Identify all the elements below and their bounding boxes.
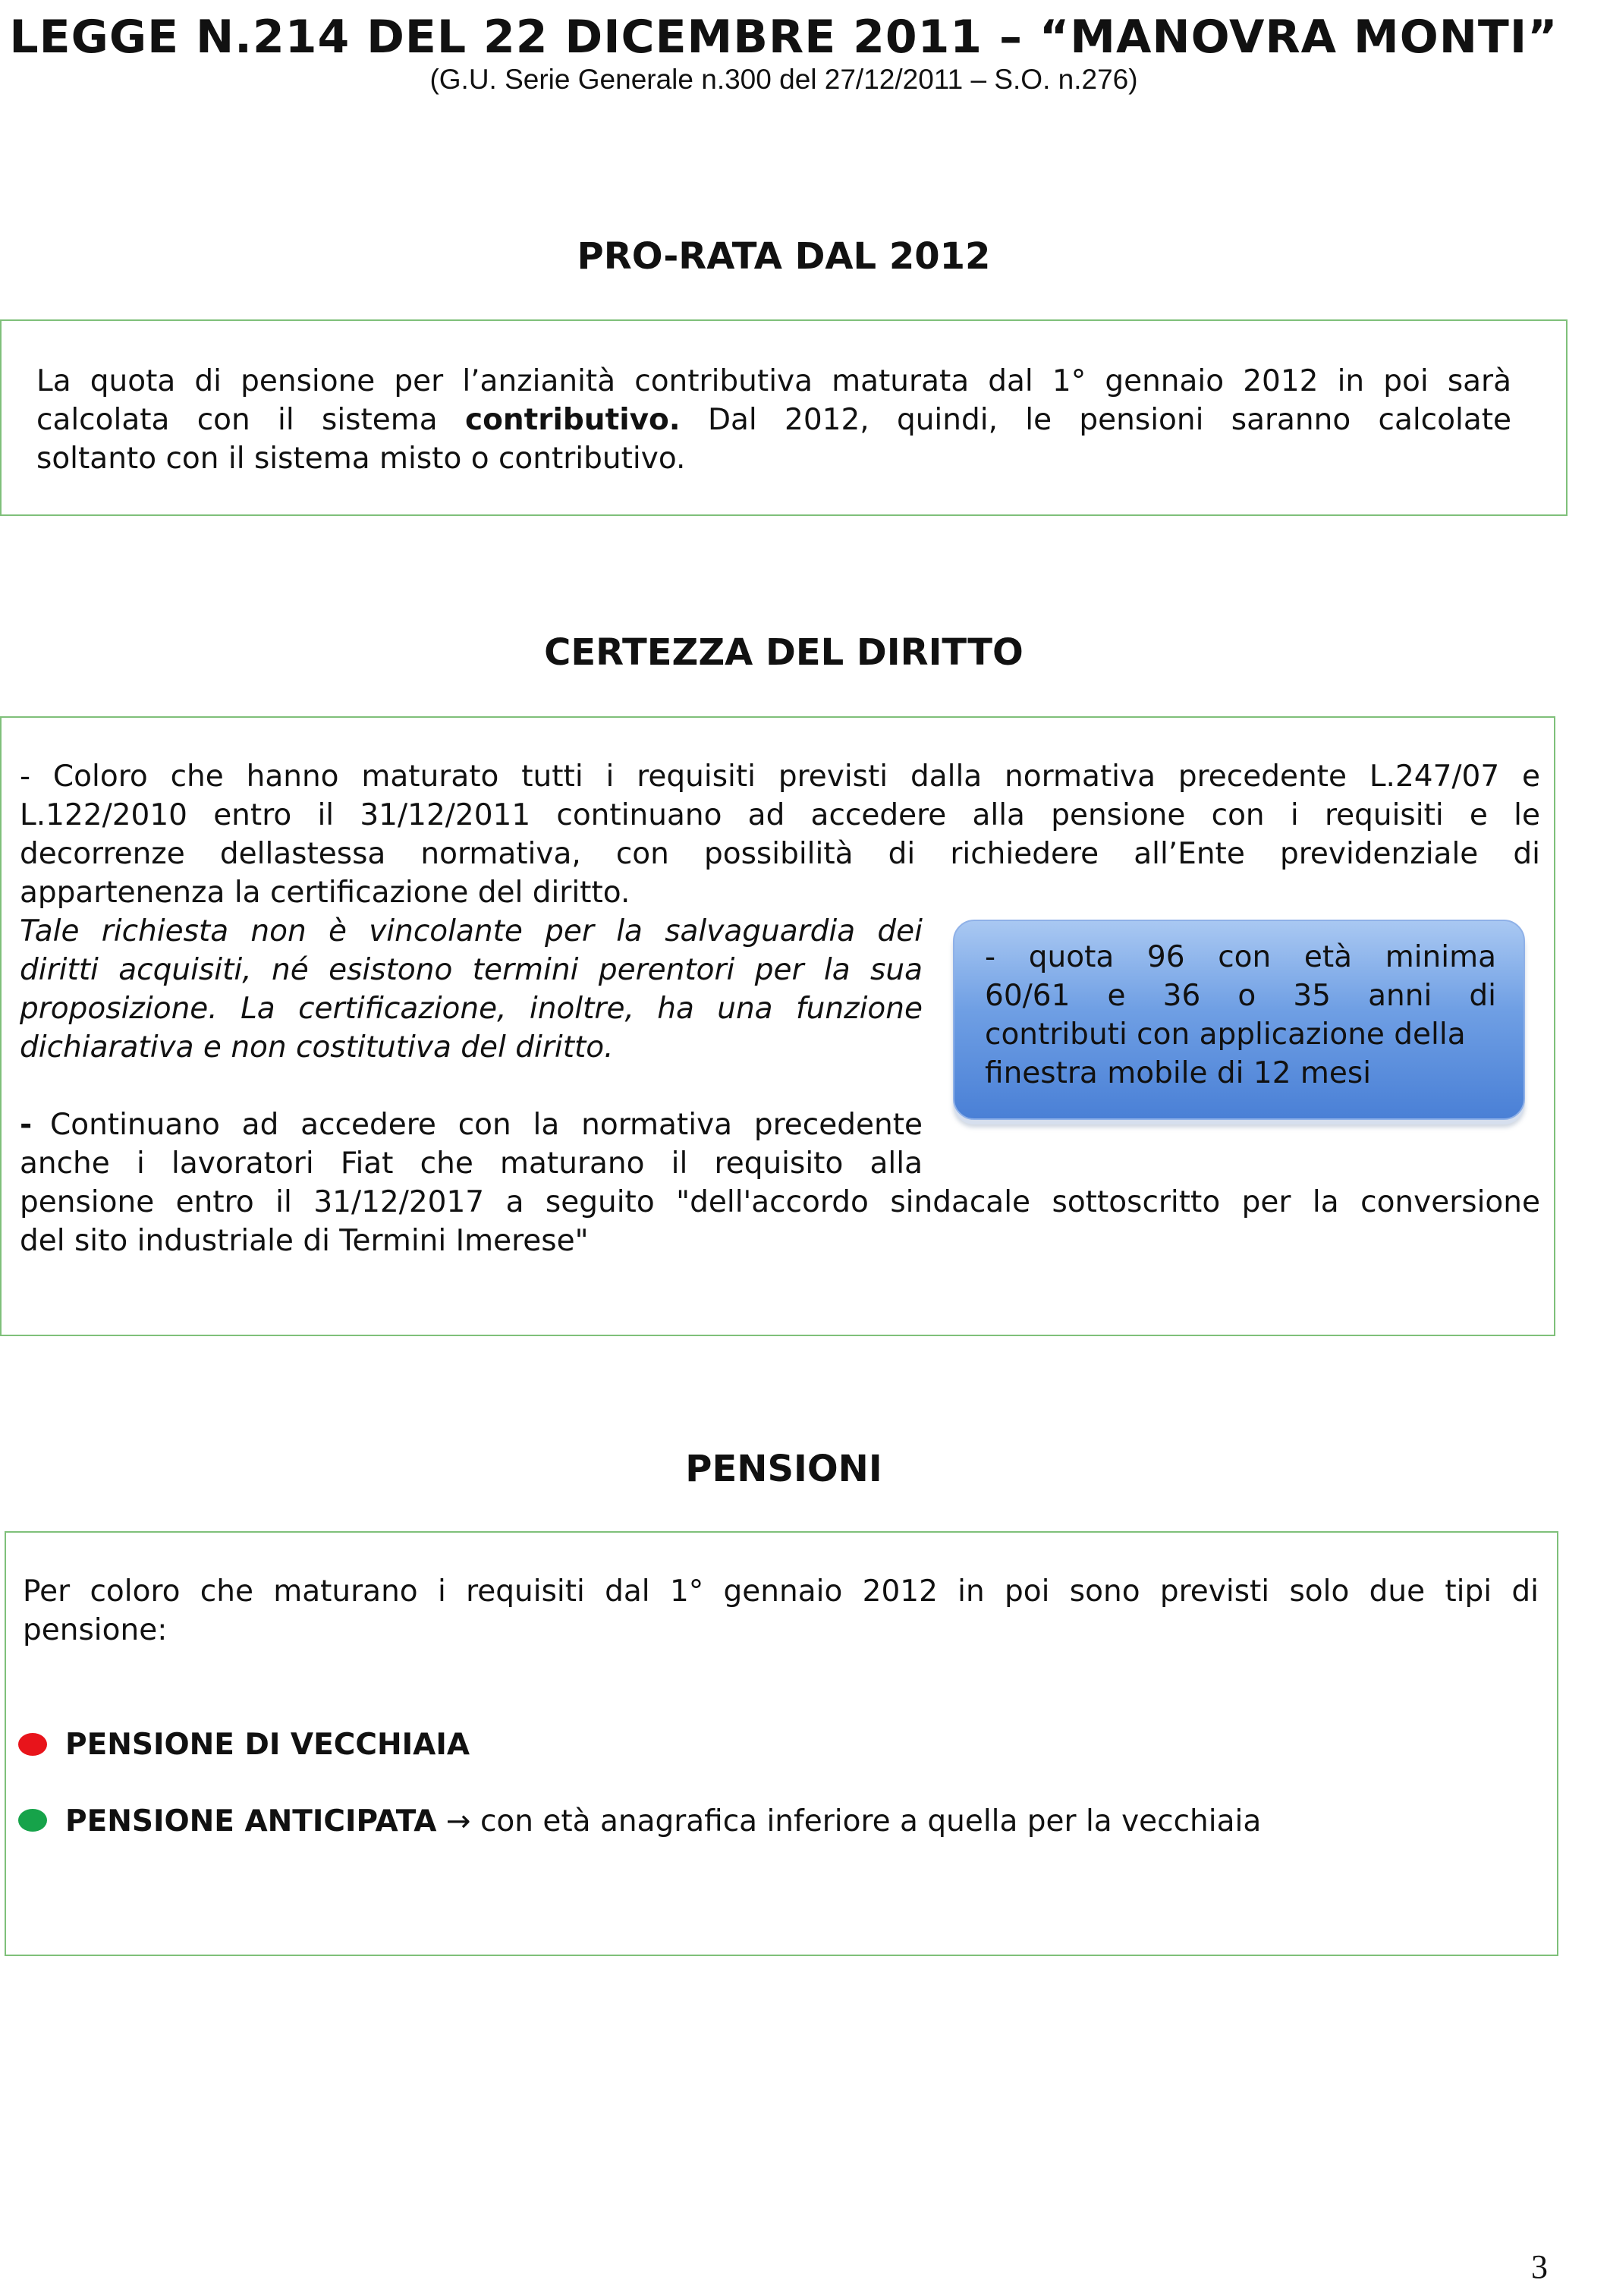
pro-rata-line-2: calcolata con il sistema contributivo. Dal 2012, quindi, le pensioni saranno calcolate — [36, 403, 1511, 437]
italic-line-4: dichiarativa e non costitutiva del diritto. — [20, 1030, 614, 1065]
section-heading-pensioni: PENSIONI — [685, 1448, 882, 1490]
contributivo-emphasis: contributivo. — [464, 403, 681, 437]
callout-line-2: 60/61 e 36 o 35 anni di — [985, 979, 1496, 1013]
fiat-line-2: anche i lavoratori Fiat che maturano il requisito alla — [20, 1146, 923, 1181]
page-number: 3 — [1531, 2248, 1548, 2285]
certezza-line-2: L.122/2010 entro il 31/12/2011 continuano ad accedere alla pensione con i requisiti e le — [20, 798, 1540, 832]
pro-rata-box — [0, 319, 1568, 516]
callout-line-3: contributi con applicazione della — [985, 1017, 1466, 1052]
pensioni-intro-line-2: pensione: — [23, 1613, 168, 1647]
arrow-right-icon: → — [445, 1804, 471, 1838]
pensioni-intro-line-1: Per coloro che maturano i requisiti dal 1° gennaio 2012 in poi sono previsti solo due tipi di — [23, 1574, 1539, 1609]
pro-rata-line-3: soltanto con il sistema misto o contributivo. — [36, 442, 686, 476]
document-subtitle: (G.U. Serie Generale n.300 del 27/12/2011 – S.O. n.276) — [429, 64, 1138, 95]
pensione-vecchiaia-label: PENSIONE DI VECCHIAIA — [65, 1728, 470, 1762]
pensioni-box — [5, 1531, 1558, 1956]
italic-line-3: proposizione. La certificazione, inoltre, ha una funzione — [20, 992, 923, 1026]
pensione-anticipata-label: PENSIONE ANTICIPATA — [65, 1804, 437, 1838]
fiat-line-1: Continuano ad accedere con la normativa precedente — [50, 1108, 923, 1142]
certezza-line-1: - Coloro che hanno maturato tutti i requisiti previsti dalla normativa precedente L.247/07 e — [20, 760, 1540, 794]
certezza-line-4: appartenenza la certificazione del diritto. — [20, 876, 630, 910]
italic-line-1: Tale richiesta non è vincolante per la salvaguardia dei — [20, 914, 923, 948]
red-bullet-icon — [18, 1733, 47, 1756]
document-title: LEGGE N.214 DEL 22 DICEMBRE 2011 – “MANOVRA MONTI” — [9, 11, 1558, 64]
green-bullet-icon — [18, 1809, 47, 1832]
fiat-dash: - — [20, 1108, 33, 1142]
pensione-anticipata-line — [65, 1802, 1261, 1841]
callout-line-4: finestra mobile di 12 mesi — [985, 1056, 1372, 1090]
certezza-line-3: decorrenze dellastessa normativa, con possibilità di richiedere all’Ente previdenziale di — [20, 837, 1540, 871]
fiat-line-4: del sito industriale di Termini Imerese" — [20, 1224, 589, 1258]
fiat-line-3: pensione entro il 31/12/2017 a seguito "dell'accordo sindacale sottoscritto per la conversione — [20, 1185, 1540, 1219]
italic-line-2: diritti acquisiti, né esistono termini perentori per la sua — [20, 953, 923, 987]
callout-line-1: - quota 96 con età minima — [985, 940, 1496, 974]
section-heading-certezza: CERTEZZA DEL DIRITTO — [544, 631, 1024, 674]
quota-96-callout — [953, 920, 1525, 1120]
pensione-anticipata-detail: con età anagrafica inferiore a quella per la vecchiaia — [480, 1804, 1262, 1838]
pro-rata-line-1: La quota di pensione per l’anzianità contributiva maturata dal 1° gennaio 2012 in poi sarà — [36, 364, 1511, 398]
section-heading-pro-rata: PRO-RATA DAL 2012 — [577, 235, 991, 278]
